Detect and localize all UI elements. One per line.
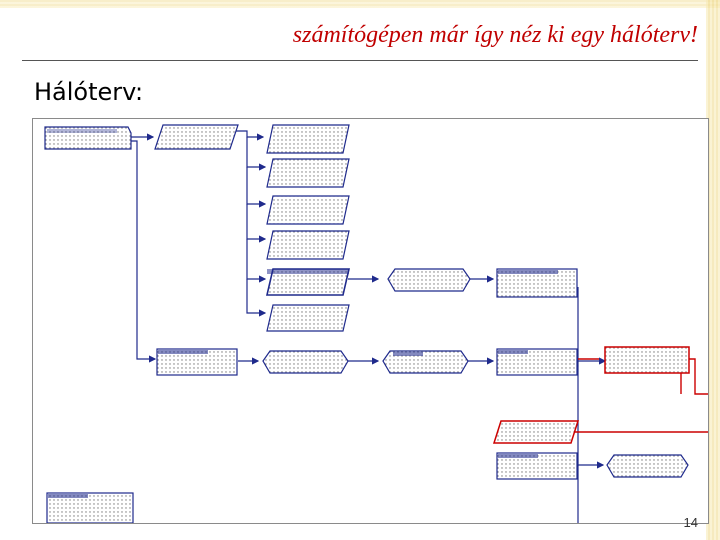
diagram-node: [45, 127, 131, 149]
decorative-top-strip: [0, 0, 720, 8]
slide-title: számítógépen már így néz ki egy hálóterv!: [292, 22, 698, 48]
network-diagram-svg: [33, 119, 708, 523]
title-divider: [22, 60, 698, 61]
diagram-node: [267, 269, 349, 295]
network-diagram: [32, 118, 709, 524]
node-headers: [48, 270, 558, 498]
diagram-node: [155, 125, 238, 149]
page-number: 14: [683, 515, 698, 530]
diagram-node-stack: [267, 125, 349, 259]
diagram-node: [267, 305, 349, 331]
slide-heading: Hálóterv:: [34, 78, 144, 106]
